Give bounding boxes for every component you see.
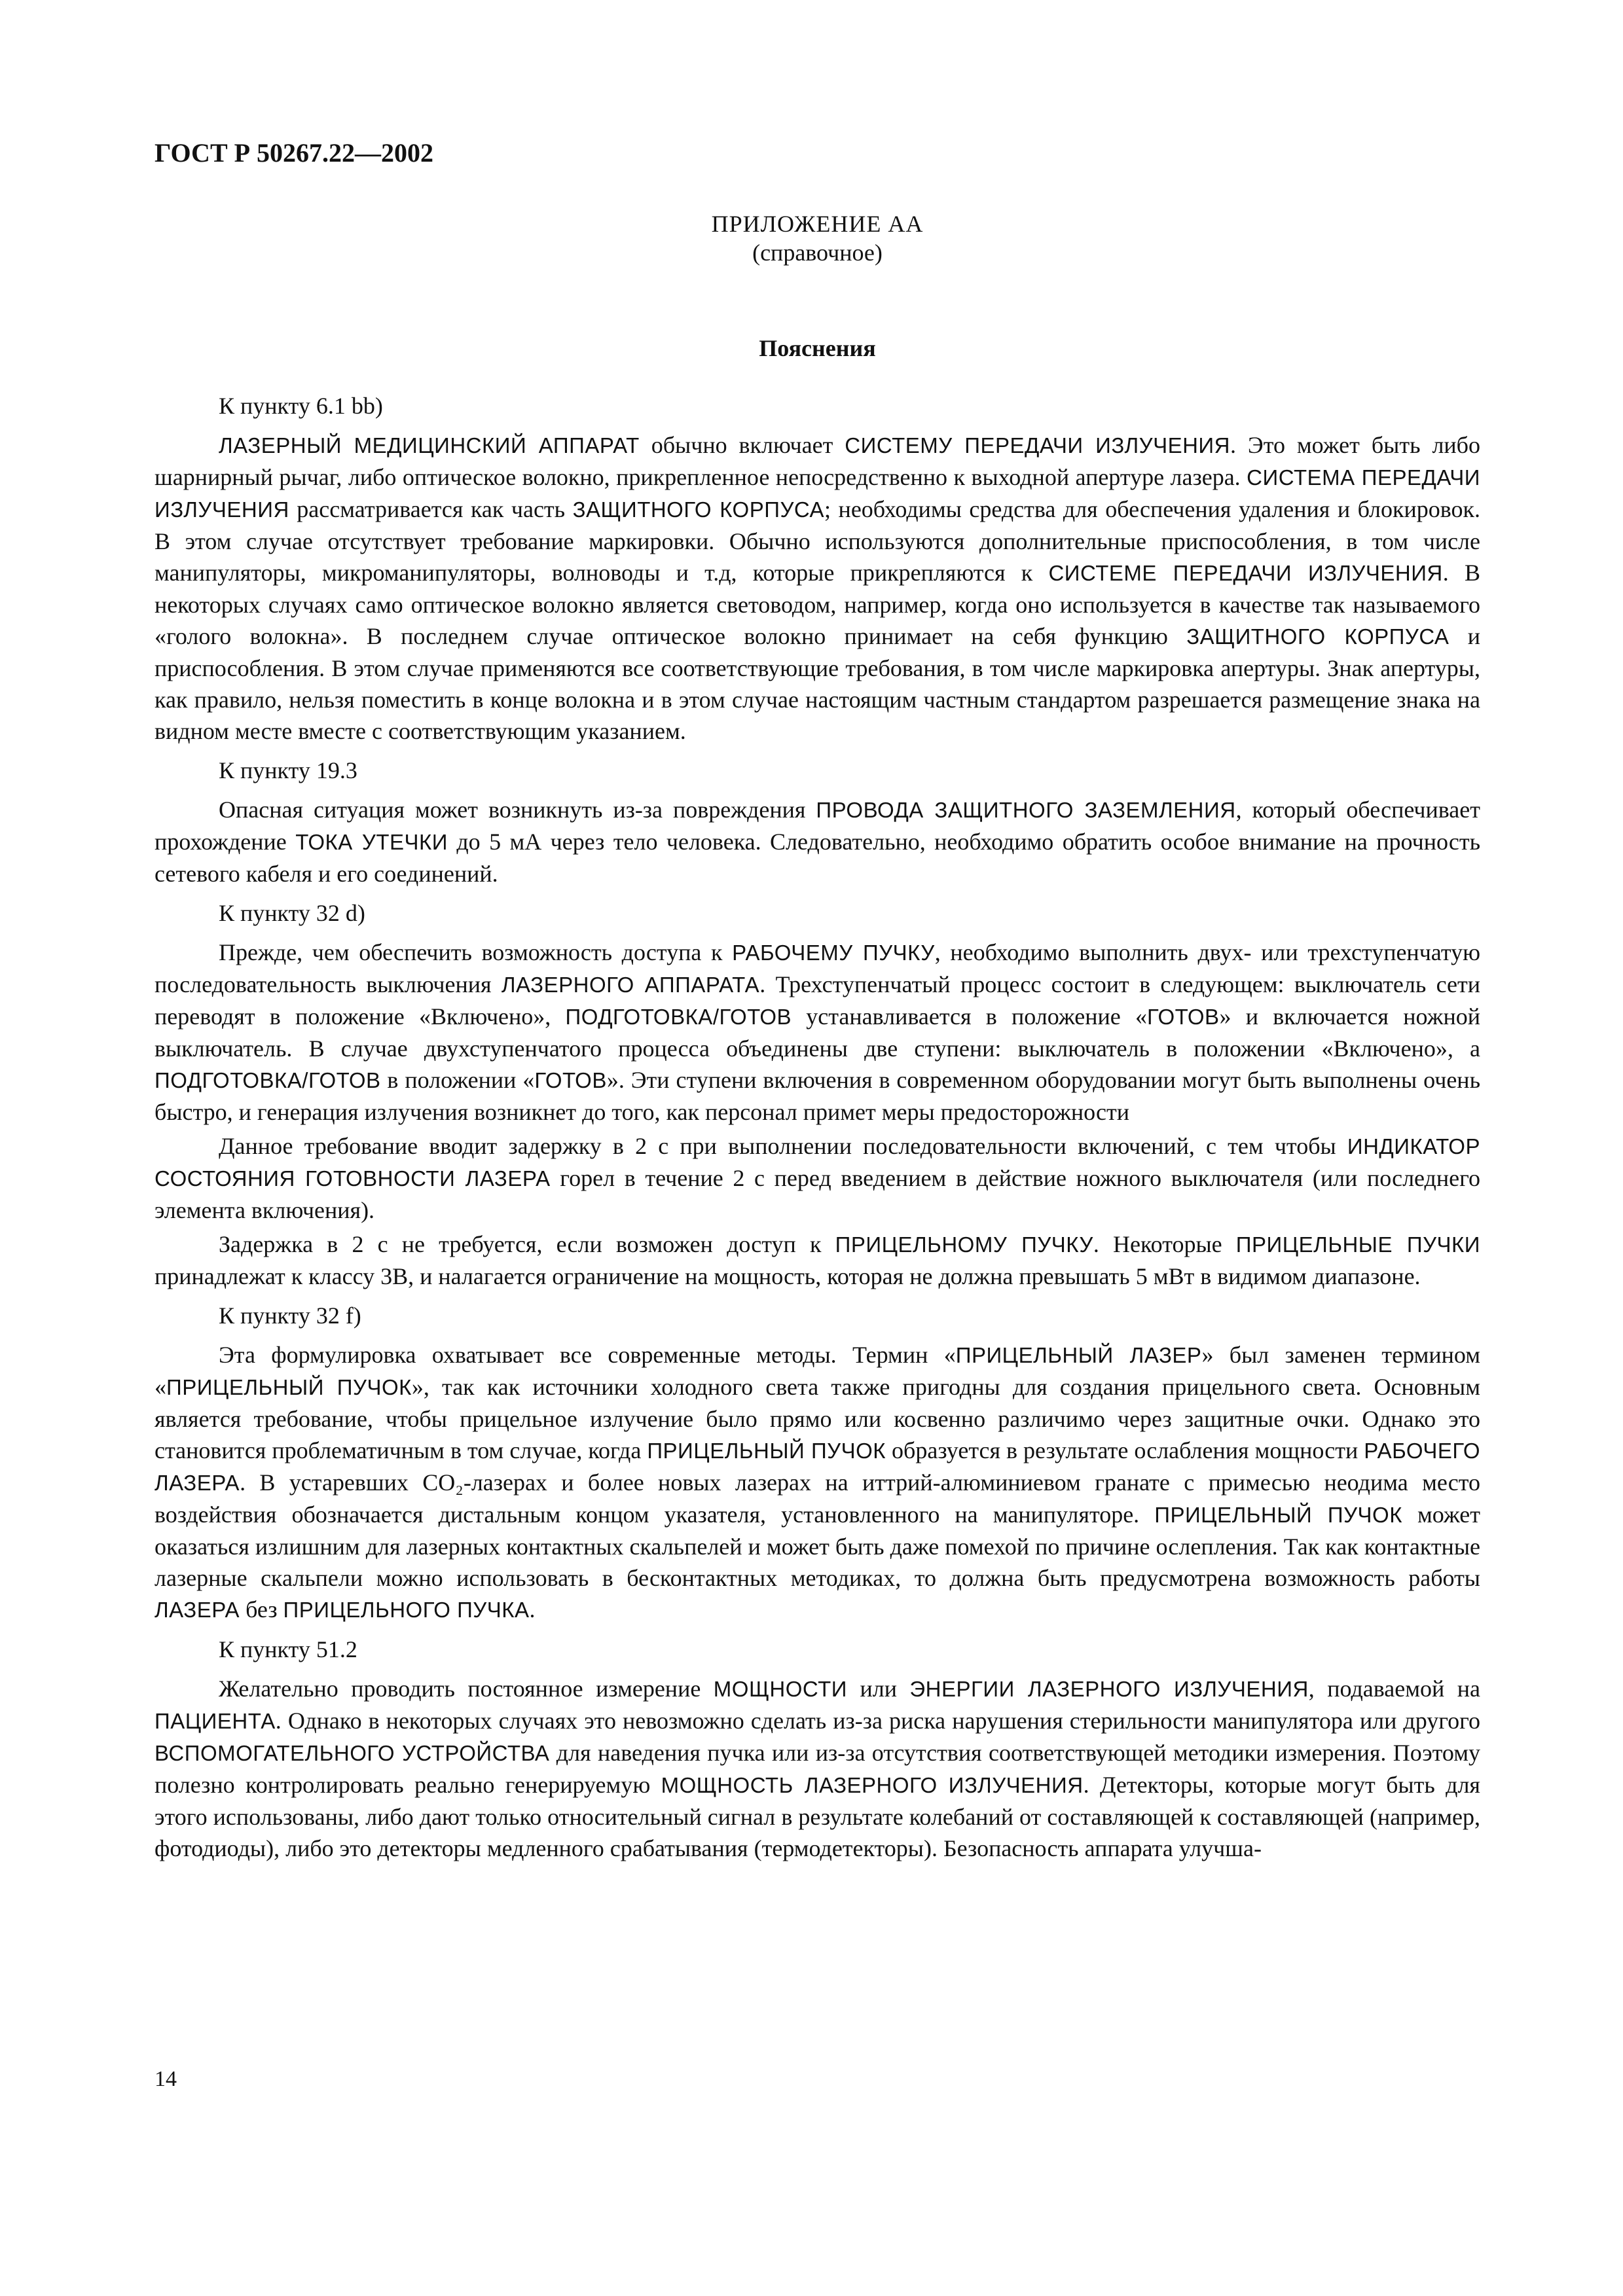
defined-term: ПРИЦЕЛЬНЫЙ ПУЧОК [1154, 1503, 1402, 1527]
defined-term: ЭНЕРГИИ ЛАЗЕРНОГО ИЗЛУЧЕНИЯ [909, 1677, 1309, 1701]
defined-term: МОЩНОСТИ [713, 1677, 847, 1701]
standard-header: ГОСТ Р 50267.22—2002 [155, 138, 434, 168]
paragraph: ЛАЗЕРНЫЙ МЕДИЦИНСКИЙ АППАРАТ обычно включает СИСТЕМУ ПЕРЕДАЧИ ИЗЛУЧЕНИЯ. Это может быть либо шарнирный рычаг, либо оптическое волокно, прикрепленное непосредственно к выходной апертуре лазера. СИСТЕМА ПЕРЕДАЧИ ИЗЛУЧЕНИЯ рассматривается как часть ЗАЩИТНОГО КОРПУСА; необходимы средства для обеспечения удаления и блокировок. В этом случае отсутствует требование маркировки. Обычно используются дополнительные приспособления, в том числе манипуляторы, микроманипуляторы, волноводы и т.д, которые прикрепляются к СИСТЕМЕ ПЕРЕДАЧИ ИЗЛУЧЕНИЯ. В некоторых случаях само оптическое волокно является световодом, например, когда оно используется в качестве так называемого «голого волокна». В последнем случае оптическое волокно принимает на себя функцию ЗАЩИТНОГО КОРПУСА и приспособления. В этом случае применяются все соответствующие требования, в том числе маркировка апертуры. Знак апертуры, как правило, нельзя поместить в конце волокна и в этом случае настоящим частным стандартом разрешается размещение знака на видном месте вместе с соответствующим указанием. [155, 432, 1481, 744]
defined-term: ЛАЗЕРНЫЙ МЕДИЦИНСКИЙ АППАРАТ [219, 433, 640, 457]
defined-term: ВСПОМОГАТЕЛЬНОГО УСТРОЙСТВА [155, 1741, 550, 1765]
page-number: 14 [155, 2067, 177, 2091]
defined-term: СИСТЕМЕ ПЕРЕДАЧИ ИЗЛУЧЕНИЯ [1048, 561, 1443, 585]
clause-reference: К пункту 32 f) [219, 1302, 361, 1329]
defined-term: ПРОВОДА ЗАЩИТНОГО ЗАЗЕМЛЕНИЯ [816, 798, 1236, 822]
defined-term: ЛАЗЕРА [155, 1598, 240, 1622]
clause-reference: К пункту 32 d) [219, 900, 365, 926]
paragraph: Задержка в 2 с не требуется, если возможен доступ к ПРИЦЕЛЬНОМУ ПУЧКУ. Некоторые ПРИЦЕЛЬНЫЕ ПУЧКИ принадлежат к классу 3В, и налагается ограничение на мощность, которая не должна превышать 5 мВт в видимом диапазоне. [155, 1231, 1480, 1289]
defined-term: СИСТЕМУ ПЕРЕДАЧИ ИЗЛУЧЕНИЯ [845, 433, 1230, 457]
paragraph: Эта формулировка охватывает все современные методы. Термин «ПРИЦЕЛЬНЫЙ ЛАЗЕР» был заменен термином «ПРИЦЕЛЬНЫЙ ПУЧОК», так как источники холодного света также пригодны для создания прицельного света. Основным является требование, чтобы прицельное излучение было прямо или косвенно различимо через защитные очки. Однако это становится проблематичным в том случае, когда ПРИЦЕЛЬНЫЙ ПУЧОК образуется в результате ослабления мощности РАБОЧЕГО ЛАЗЕРА. В устаревших CO₂-лазерах и более новых лазерах на иттрий-алюминиевом гранате с примесью неодима место воздействия обозначается дистальным концом указателя, установленного на манипуляторе. ПРИЦЕЛЬНЫЙ ПУЧОК может оказаться излишним для лазерных контактных скальпелей и может быть даже помехой по причине ослепления. Так как контактные лазерные скальпели можно использовать в бесконтактных методиках, то должна быть предусмотрена возможность работы ЛАЗЕРА без ПРИЦЕЛЬНОГО ПУЧКА. [155, 1342, 1481, 1623]
paragraph: Прежде, чем обеспечить возможность доступа к РАБОЧЕМУ ПУЧКУ, необходимо выполнить двух- или трехступенчатую последовательность выключения ЛАЗЕРНОГО АППАРАТА. Трехступенчатый процесс состоит в следующем: выключатель сети переводят в положение «Включено», ПОДГОТОВКА/ГОТОВ устанавливается в положение «ГОТОВ» и включается ножной выключатель. В случае двухступенчатого процесса объединены две ступени: выключатель в положении «Включено», а ПОДГОТОВКА/ГОТОВ в положении «ГОТОВ». Эти ступени включения в современном оборудовании могут быть выполнены очень быстро, и генерация излучения возникнет до того, как персонал примет меры предосторожности [155, 939, 1481, 1125]
defined-term: ТОКА УТЕЧКИ [295, 830, 448, 854]
paragraph: Данное требование вводит задержку в 2 с при выполнении последовательности включений, с тем чтобы ИНДИКАТОР СОСТОЯНИЯ ГОТОВНОСТИ ЛАЗЕРА горел в течение 2 с перед введением в действие ножного выключателя (или последнего элемента включения). [155, 1133, 1480, 1223]
appendix-heading [155, 209, 1480, 267]
section-title: Пояснения [759, 335, 876, 361]
appendix-type: (справочное) [752, 240, 883, 266]
paragraph: Опасная ситуация может возникнуть из-за повреждения ПРОВОДА ЗАЩИТНОГО ЗАЗЕМЛЕНИЯ, который обеспечивает прохождение ТОКА УТЕЧКИ до 5 мА через тело человека. Следовательно, необходимо обратить особое внимание на прочность сетевого кабеля и его соединений. [155, 797, 1480, 887]
defined-term: ПРИЦЕЛЬНЫЙ ПУЧОК [647, 1439, 886, 1463]
defined-term: РАБОЧЕМУ ПУЧКУ [732, 941, 935, 965]
clause-reference: К пункту 51.2 [219, 1636, 357, 1662]
defined-term: ЛАЗЕРНОГО АППАРАТА [501, 973, 760, 997]
defined-term: ПРИЦЕЛЬНЫЙ ЛАЗЕР [955, 1343, 1202, 1367]
defined-term: ПРИЦЕЛЬНЫЙ ПУЧОК [166, 1375, 412, 1399]
paragraph: Желательно проводить постоянное измерение МОЩНОСТИ или ЭНЕРГИИ ЛАЗЕРНОГО ИЗЛУЧЕНИЯ, подаваемой на ПАЦИЕНТА. Однако в некоторых случаях это невозможно сделать из-за риска нарушения стерильности манипулятора или другого ВСПОМОГАТЕЛЬНОГО УСТРОЙСТВА для наведения пучка или из-за отсутствия соответствующей методики измерения. Поэтому полезно контролировать реально генерируемую МОЩНОСТЬ ЛАЗЕРНОГО ИЗЛУЧЕНИЯ. Детекторы, которые могут быть для этого использованы, либо дают только относительный сигнал в результате колебаний от составляющей к составляющей (например, фотодиоды), либо это детекторы медленного срабатывания (термодетекторы). Безопасность аппарата улучша- [155, 1676, 1480, 1861]
defined-term: ПРИЦЕЛЬНОМУ ПУЧКУ [835, 1232, 1093, 1257]
document-page [155, 137, 1480, 1867]
defined-term: ПАЦИЕНТА [155, 1709, 276, 1733]
defined-term: ИНДИКАТОР СОСТОЯНИЯ ГОТОВНОСТИ ЛАЗЕРА [155, 1134, 1480, 1191]
appendix-name: ПРИЛОЖЕНИЕ АА [711, 211, 924, 237]
defined-term: ПОДГОТОВКА/ГОТОВ [565, 1005, 792, 1029]
clause-reference: К пункту 6.1 bb) [219, 393, 383, 419]
defined-term: ЗАЩИТНОГО КОРПУСА [572, 497, 825, 522]
defined-term: СИСТЕМА ПЕРЕДАЧИ ИЗЛУЧЕНИЯ [155, 465, 1481, 522]
defined-term: ПОДГОТОВКА/ГОТОВ [155, 1068, 381, 1092]
defined-term: ПРИЦЕЛЬНЫЕ ПУЧКИ [1235, 1232, 1480, 1257]
clause-reference: К пункту 19.3 [219, 757, 357, 783]
defined-term: РАБОЧЕГО ЛАЗЕРА [155, 1439, 1481, 1495]
defined-term: МОЩНОСТЬ ЛАЗЕРНОГО ИЗЛУЧЕНИЯ [661, 1773, 1084, 1797]
defined-term: ПРИЦЕЛЬНОГО ПУЧКА [283, 1598, 530, 1622]
defined-term: ГОТОВ [1146, 1005, 1220, 1029]
defined-term: ЗАЩИТНОГО КОРПУСА [1186, 624, 1450, 649]
sections-container [155, 391, 1480, 1864]
defined-term: ГОТОВ [534, 1068, 607, 1092]
